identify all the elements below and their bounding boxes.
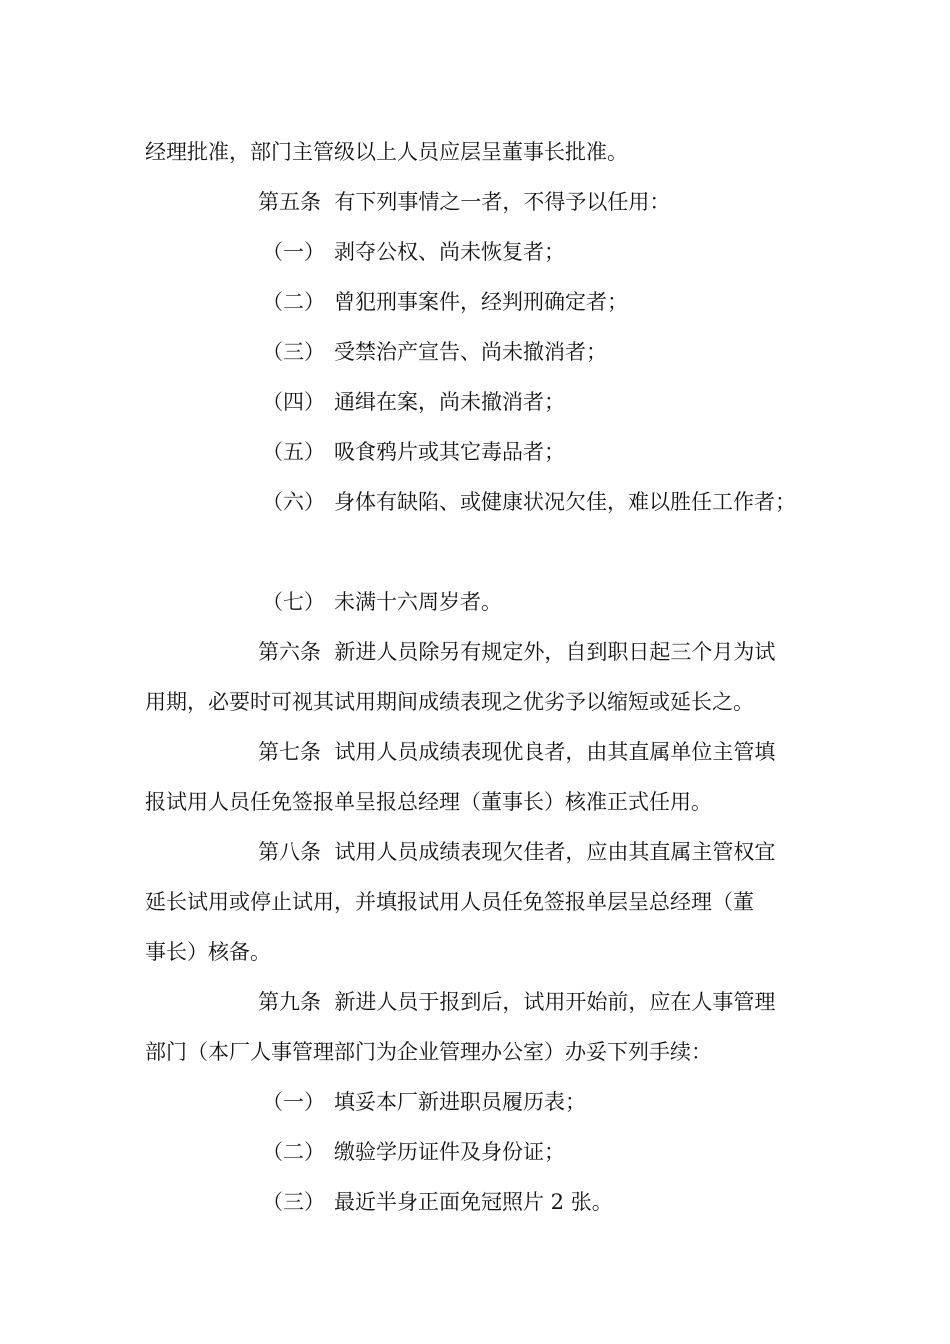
article-6-line-2: 用期，必要时可视其试用期间成绩表现之优劣予以缩短或延长之。 — [145, 690, 754, 714]
article-5-heading — [258, 188, 670, 216]
article-9-line-1 — [258, 988, 775, 1016]
list-item — [262, 1188, 613, 1216]
item-text: 受禁治产宣告、尚未撤消者； — [334, 340, 607, 364]
list-item — [262, 1088, 586, 1116]
list-item — [262, 288, 628, 316]
article-label: 第九条 — [258, 990, 321, 1014]
item-number: （一） — [262, 1090, 325, 1114]
item-text: 通缉在案，尚未撤消者； — [334, 390, 565, 414]
item-number: （三） — [262, 340, 325, 364]
article-7-line-2: 报试用人员任免签报单呈报总经理（董事长）核准正式任用。 — [145, 790, 712, 814]
article-8-line-2: 延长试用或停止试用，并填报试用人员任免签报单层呈总经理（董 — [145, 890, 754, 914]
list-item — [262, 488, 796, 516]
item-text: 最近半身正面免冠照片 2 张。 — [334, 1190, 613, 1214]
list-item — [262, 338, 607, 366]
article-8-line-1 — [258, 838, 775, 866]
article-6-line-1 — [258, 638, 775, 666]
item-number: （六） — [262, 490, 325, 514]
item-number: （一） — [262, 240, 325, 264]
article-label: 第五条 — [258, 190, 321, 214]
list-item — [262, 1138, 565, 1166]
item-text: 曾犯刑事案件，经判刑确定者； — [334, 290, 628, 314]
list-item — [262, 588, 502, 616]
article-7-line-1 — [258, 738, 775, 766]
item-number: （三） — [262, 1190, 325, 1214]
list-item — [262, 388, 565, 416]
article-9-line-2: 部门（本厂人事管理部门为企业管理办公室）办妥下列手续： — [145, 1040, 712, 1064]
article-text: 试用人员成绩表现优良者，由其直属单位主管填 — [334, 740, 776, 764]
item-number: （五） — [262, 440, 325, 464]
article-text: 有下列事情之一者，不得予以任用： — [334, 190, 671, 214]
item-number: （七） — [262, 590, 325, 614]
article-label: 第七条 — [258, 740, 321, 764]
item-text: 剥夺公权、尚未恢复者； — [334, 240, 565, 264]
paragraph-line: 经理批准，部门主管级以上人员应层呈董事长批准。 — [145, 140, 628, 164]
article-label: 第六条 — [258, 640, 321, 664]
article-text: 新进人员除另有规定外，自到职日起三个月为试 — [334, 640, 776, 664]
item-text: 身体有缺陷、或健康状况欠佳，难以胜任工作者； — [334, 490, 796, 514]
item-text: 缴验学历证件及身份证； — [334, 1140, 565, 1164]
article-8-line-3: 事长）核备。 — [145, 940, 271, 964]
item-text: 填妥本厂新进职员履历表； — [334, 1090, 586, 1114]
list-item — [262, 238, 565, 266]
article-label: 第八条 — [258, 840, 321, 864]
item-text: 吸食鸦片或其它毒品者； — [334, 440, 565, 464]
item-number: （二） — [262, 290, 325, 314]
article-text: 新进人员于报到后，试用开始前，应在人事管理 — [334, 990, 776, 1014]
item-number: （四） — [262, 390, 325, 414]
article-text: 试用人员成绩表现欠佳者，应由其直属主管权宜 — [334, 840, 776, 864]
list-item — [262, 438, 565, 466]
item-number: （二） — [262, 1140, 325, 1164]
item-text: 未满十六周岁者。 — [334, 590, 502, 614]
